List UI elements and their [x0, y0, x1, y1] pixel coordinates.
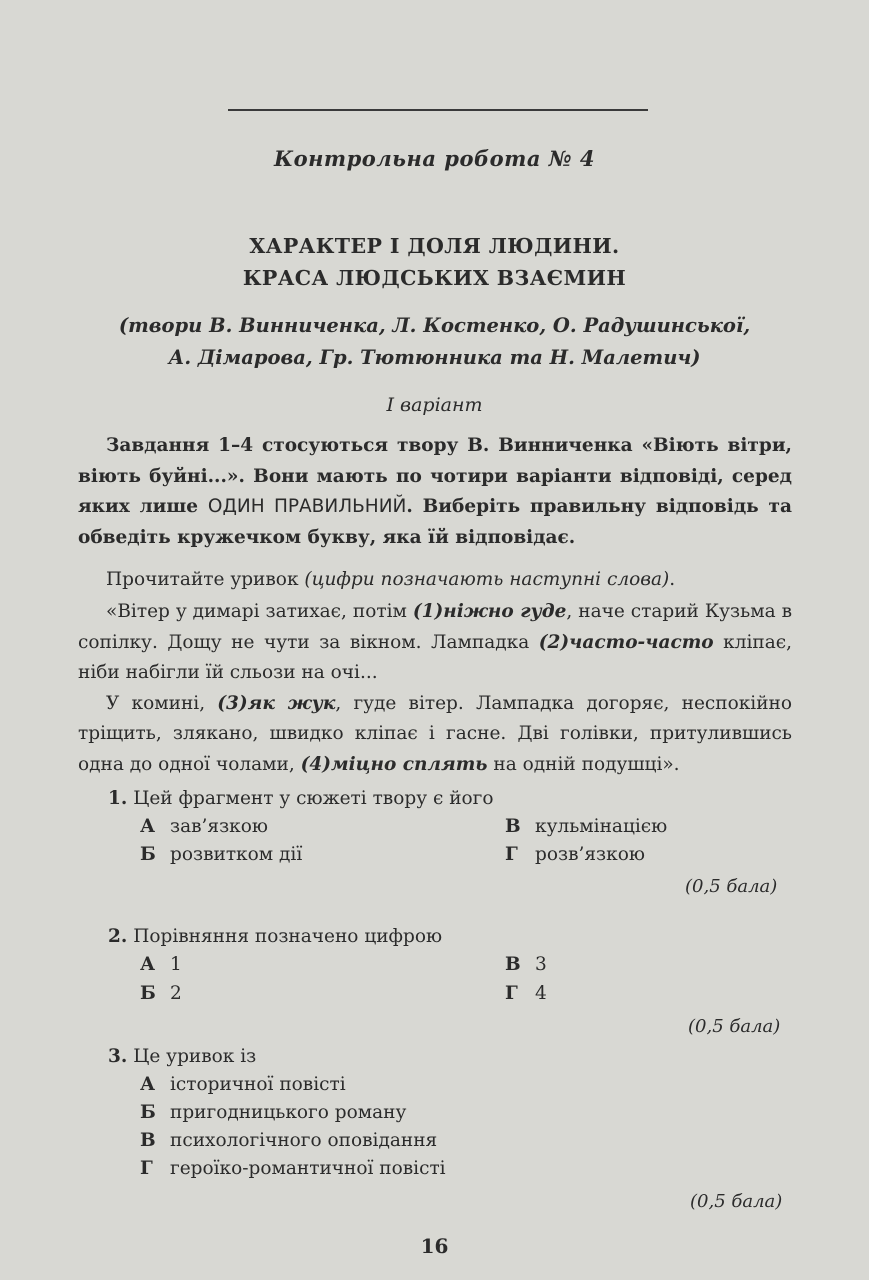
option-letter: Г: [505, 844, 518, 865]
question-text: Порівняння позначено цифрою: [133, 926, 443, 947]
topic-line: КРАСА ЛЮДСЬКИХ ВЗАЄМИН: [242, 266, 627, 290]
option-letter: Б: [140, 983, 156, 1004]
excerpt-paragraph: [78, 597, 792, 689]
marked-phrase: (3)як жук: [217, 692, 336, 714]
authors-line: А. Дімарова, Гр. Тютюнника та Н. Малетич): [168, 346, 701, 369]
option-letter: А: [140, 816, 156, 837]
question-text: Цей фрагмент у сюжеті твору є його: [133, 788, 494, 809]
work-title: Контрольна робота № 4: [273, 146, 596, 171]
topic-line: ХАРАКТЕР І ДОЛЯ ЛЮДИНИ.: [249, 234, 620, 258]
excerpt-text: У комині,: [106, 692, 218, 714]
variant-label: І варіант: [386, 394, 483, 416]
option-text: 2: [170, 983, 182, 1004]
option-g[interactable]: [505, 844, 645, 865]
marked-phrase: (2)часто-часто: [538, 631, 714, 653]
option-a[interactable]: [140, 816, 268, 837]
score-label: (0,5 бала): [685, 876, 778, 897]
option-text: зав’язкою: [170, 816, 268, 837]
option-letter: В: [140, 1130, 156, 1151]
question-text: Це уривок із: [133, 1046, 257, 1067]
option-letter: Б: [140, 1102, 156, 1123]
option-v[interactable]: [505, 816, 667, 837]
option-b[interactable]: [140, 983, 182, 1004]
option-text: героїко-романтичної повісті: [170, 1158, 446, 1179]
option-v[interactable]: [505, 954, 547, 975]
authors-line: (твори В. Винниченка, Л. Костенко, О. Радушинської,: [118, 314, 751, 337]
option-letter: Б: [140, 844, 156, 865]
option-text: пригодницького роману: [170, 1102, 407, 1123]
score-label: (0,5 бала): [690, 1191, 783, 1212]
option-text: історичної повісті: [170, 1074, 346, 1095]
option-v[interactable]: [140, 1130, 437, 1151]
score-label: (0,5 бала): [688, 1016, 781, 1037]
excerpt-paragraph: [78, 689, 792, 781]
marked-phrase: (1)ніжно гуде: [412, 601, 567, 622]
excerpt-text: , гуде вітер. Лампадка догоряє, неспокійно тріщить, злякано, швидко кліпає і гасне. Дві голівки, притулившись одна до одної чолами,: [78, 692, 793, 775]
option-text: 3: [535, 954, 547, 975]
option-text: кульмінацією: [535, 816, 668, 837]
option-letter: А: [140, 1074, 156, 1095]
read-prompt-end: .: [669, 569, 676, 590]
topic-title: [0, 230, 869, 294]
question-1: [108, 788, 494, 809]
option-text: 4: [535, 983, 547, 1004]
excerpt-text: , наче старий Кузьма в сопілку. Дощу не чути за вікном. Лампадка: [78, 601, 792, 653]
page-number: 16: [420, 1234, 449, 1258]
instructions-text: . Виберіть правильну відповідь та обведіть кружечком букву, яка їй відповідає.: [78, 496, 792, 548]
question-3: [108, 1046, 256, 1067]
question-number: 1.: [108, 788, 128, 809]
excerpt-text: «Вітер у димарі затихає, потім: [106, 601, 413, 622]
excerpt-text: на одній подушці».: [487, 753, 680, 775]
option-a[interactable]: [140, 1074, 346, 1095]
option-text: психологічного оповідання: [170, 1130, 438, 1151]
option-a[interactable]: [140, 954, 182, 975]
option-letter: В: [505, 816, 521, 837]
option-b[interactable]: [140, 844, 302, 865]
read-prompt-note: (цифри позначають наступні слова): [304, 569, 670, 590]
option-b[interactable]: [140, 1102, 406, 1123]
instructions: [78, 431, 792, 553]
option-letter: Г: [140, 1158, 153, 1179]
read-prompt: [78, 565, 792, 596]
question-number: 2.: [108, 926, 128, 947]
marked-phrase: (4)міцно сплять: [300, 753, 488, 775]
option-letter: А: [140, 954, 156, 975]
option-text: 1: [170, 954, 182, 975]
option-text: розв’язкою: [535, 844, 645, 865]
question-2: [108, 926, 442, 947]
instructions-text: Завдання 1–4 стосуються твору В. Винниченка «Віють вітри, віють буйні...». Вони мають по чотири варіанти відповіді, серед яких лише: [78, 435, 792, 517]
option-g[interactable]: [140, 1158, 446, 1179]
instructions-emphasis: ОДИН ПРАВИЛЬНИЙ: [207, 496, 407, 517]
option-text: розвитком дії: [170, 844, 303, 865]
option-g[interactable]: [505, 983, 547, 1004]
excerpt: [78, 597, 792, 780]
top-divider: [228, 109, 648, 111]
question-number: 3.: [108, 1046, 128, 1067]
excerpt-text: кліпає, ніби набігли їй сльози на очі...: [78, 631, 792, 683]
option-letter: Г: [505, 983, 518, 1004]
read-prompt-text: Прочитайте уривок: [106, 569, 305, 590]
option-letter: В: [505, 954, 521, 975]
authors-list: [0, 310, 869, 374]
